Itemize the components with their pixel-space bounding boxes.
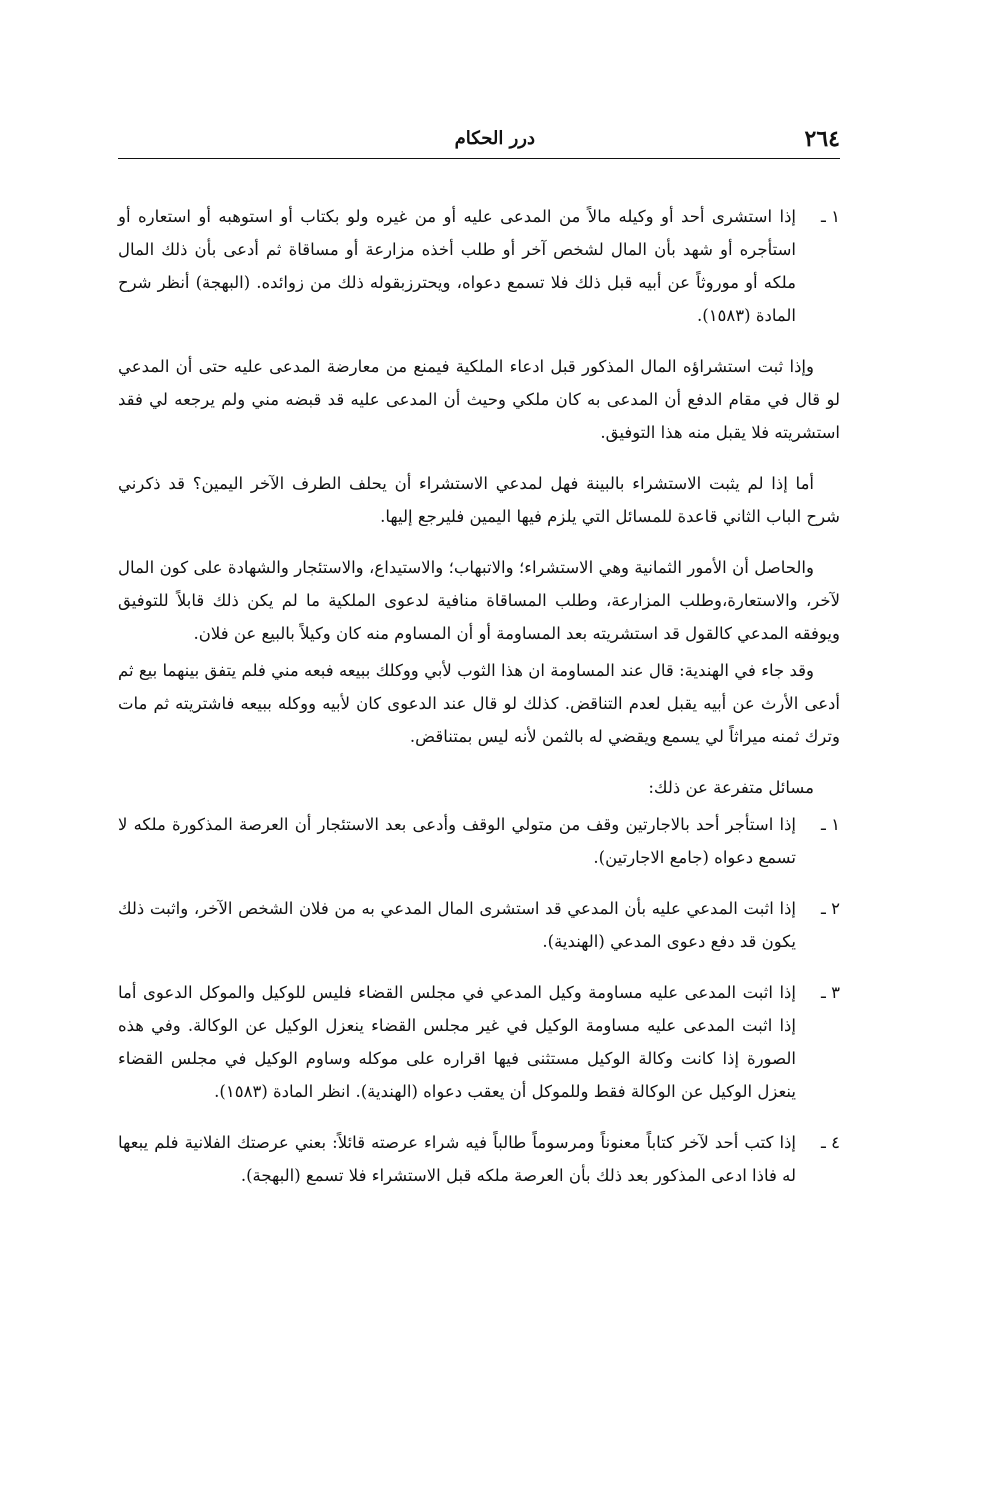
numbered-item-1 [118,200,840,332]
item-number: ٤ ـ [821,1133,840,1152]
page-header [118,126,840,156]
header-rule [118,158,840,159]
branch-item-1 [118,808,840,874]
paragraph-hindiyya: وقد جاء في الهندية: قال عند المساومة ان هذا الثوب لأبي ووكلك ببيعه فبعه مني فلم يتفق بينهما بيع ثم أدعى الأرث عن أبيه يقبل لعدم التناقض. كذلك لو قال عند الدعوى كان لأبيه ووكله ببيعه فاشتريته ثم مات وترك ثمنه ميراثاً لي يسمع ويقضي له بالثمن لأنه ليس بمتناقض. [118,661,840,746]
branch-item-2 [118,892,840,958]
page-body [118,200,840,1192]
item-number: ١ ـ [821,815,840,834]
page-number: ٢٦٤ [804,126,840,152]
section-heading: مسائل متفرعة عن ذلك: [648,778,814,797]
item-number: ٢ ـ [821,899,840,918]
item-text: إذا اثبت المدعي عليه بأن المدعي قد استشرى المال المدعي به من فلان الشخص الآخر، واثبت ذلك يكون قد دفع دعوى المدعي (الهندية). [118,899,796,951]
paragraph-oath: أما إذا لم يثبت الاستشراء بالبينة فهل لمدعي الاستشراء أن يحلف الطرف الآخر اليمين؟ قد ذكرني شرح الباب الثاني قاعدة للمسائل التي يلزم فيها اليمين فليرجع إليها. [118,474,840,526]
paragraph-summary: والحاصل أن الأمور الثمانية وهي الاستشراء؛ والاتبهاب؛ والاستيداع، والاستئجار والشهادة على كون المال لآخر، والاستعارة،وطلب المزارعة، وطلب المساقاة منافية لدعوى الملكية ما لم يكن ذلك قابلاً للتوفيق ويوفقه المدعي كالقول قد استشريته بعد المساومة أو أن المساوم منه كان وكيلاً بالبيع عن فلان. [118,558,840,643]
item-text: إذا اثبت المدعى عليه مساومة وكيل المدعي في مجلس القضاء فليس للوكيل والموكل الدعوى أما إذا اثبت المدعى عليه مساومة الوكيل في غير مجلس القضاء ينعزل الوكيل عن الوكالة. وفي هذه الصورة إذا كانت وكالة الوكيل مستثنى فيها اقراره على موكله وساوم الوكيل في مجلس القضاء ينعزل الوكيل عن الوكالة فقط وللموكل أن يعقب دعواه (الهندية). انظر المادة (١٥٨٣). [118,983,796,1101]
branch-item-4 [118,1126,840,1192]
item-number: ١ ـ [821,207,840,226]
item-text: إذا استأجر أحد بالاجارتين وقف من متولي الوقف وأدعى بعد الاستئجار أن العرصة المذكورة ملكه لا تسمع دعواه (جامع الاجارتين). [118,815,796,867]
running-title: درر الحكام [454,128,535,149]
branch-item-3 [118,976,840,1108]
paragraph-ownership-claim: وإذا ثبت استشراؤه المال المذكور قبل ادعاء الملكية فيمنع من معارضة المدعى عليه حتى أن المدعي لو قال في مقام الدفع أن المدعى به كان ملكي وحيث أن المدعى عليه قد قبضه مني ولم يرجعه لي فقد استشريته فلا يقبل منه هذا التوفيق. [118,357,840,442]
item-number: ٣ ـ [821,983,840,1002]
item-text: إذا استشرى أحد أو وكيله مالاً من المدعى عليه أو من غيره ولو بكتاب أو استوهبه أو استعاره أو استأجره أو شهد بأن المال لشخص آخر أو طلب أخذه مزارعة أو مساقاة ثم أدعى بأن ذلك المال ملكه أو موروثاً عن أبيه قبل ذلك فلا تسمع دعواه، ويحترزبقوله ذلك من زوائده. (البهجة) أنظر شرح المادة (١٥٨٣). [118,207,796,325]
item-text: إذا كتب أحد لآخر كتاباً معنوناً ومرسوماً طالباً فيه شراء عرصته قائلاً: بعني عرصتك الفلانية فلم يبعها له فاذا ادعى المذكور بعد ذلك بأن العرصة ملكه قبل الاستشراء فلا تسمع (البهجة). [118,1133,796,1185]
